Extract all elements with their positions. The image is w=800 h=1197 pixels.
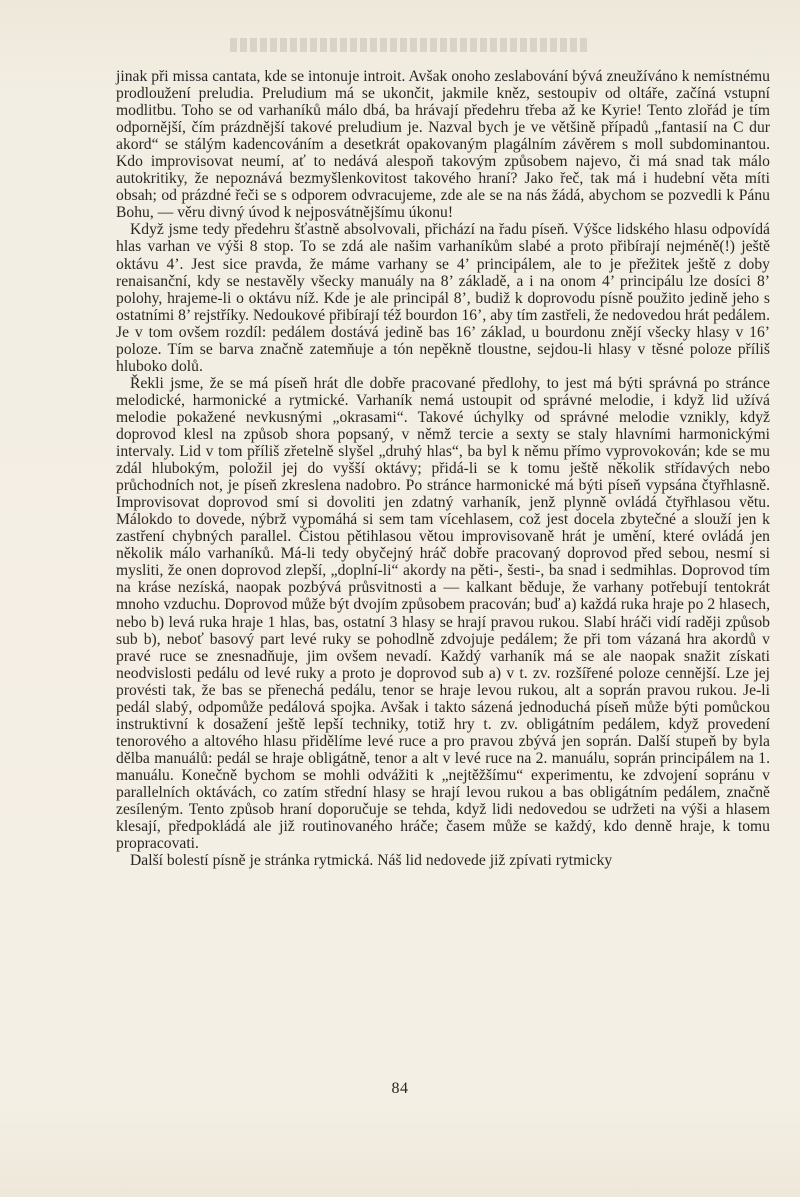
paragraph-3: Řekli jsme, že se má píseň hrát dle dobře pracované předlohy, to jest má býti správná po stránce melodické, harmonické a rytmické. Varhaník nemá ustoupit od správné melodie, i když lid užívá melodie pokažené nevkusnými „okrasami“. Takové úchylky od správné melodie vznikly, když doprovod klesl na způsob shora popsaný, v němž tercie a sexty se staly hlavními harmonickými intervaly. Lid v tom příliš zřetelně slyšel „druhý hlas“, ba byl k němu přímo vyprovokován; kde se mu zdál hlubokým, položil jej do vyšší oktávy; přidá-li se k tomu ještě několik střídavých nebo průchodních not, je píseň zkreslena nadobro. Po stránce harmonické má býti píseň vypsána čtyřhlasně. Improvisovat doprovod smí si dovoliti jen zdatný varhaník, jenž plynně ovládá čtyřhlasou větu. Málokdo to dovede, nýbrž vypomáhá si sem tam vícehlasem, což jest docela zbytečné a slouží jen k zastření chybných parallel. Čistou pětihlasou větou improvisovaně hrát je umění, které ovládá jen několik málo varhaníků. Má-li tedy obyčejný hráč dobře pracovaný doprovod před sebou, nesmí si mysliti, že onen doprovod zlepší, „doplní-li“ akordy na pěti-, šesti-, ba snad i sedmihlas. Doprovod tím na kráse nezíská, naopak pozbývá průsvitnosti a — kalkant běduje, že varhany potřebují tentokrát mnoho vzduchu. Doprovod může být dvojím způsobem pracován; buď a) každá ruka hraje po 2 hlasech, nebo b) levá ruka hraje 1 hlas, bas, ostatní 3 hlasy se hrají pravou rukou. Slabí hráči vidí raději způsob sub b), neboť basový part levé ruky se pohodlně zdvojuje pedálem; že při tom vázaná hra akordů v pravé ruce se znesnadňuje, jim ovšem nevadí. Každý varhaník má se ale naopak snažit získati neodvislosti pedálu od levé ruky a proto je doprovod sub a) v t. zv. rozšířené poloze cennější. Lze jej provésti tak, že bas se přenechá pedálu, tenor se hraje levou rukou, alt a soprán pravou rukou. Je-li pedál slabý, odpomůže pedálová spojka. Avšak i takto sázená jednoduchá píseň může býti pomůckou instruktivní k dosažení ještě lepší techniky, totiž hry t. zv. obligátním pedálem, když provedení tenorového a altového hlasu přidělíme levé ruce a pro pravou zbývá jen soprán. Další stupeň by byla dělba manuálů: pedál se hraje obligátně, tenor a alt v levé ruce na 2. manuálu, soprán principálem na 1. manuálu. Konečně bychom se mohli odvážiti k „nejtěžšímu“ experimentu, ke zdvojení sopránu v parallelních oktávách, co zatím střední hlasy se hrají levou rukou a bas obligátním pedálem, značně zesíleným. Tento způsob hraní doporučuje se tehda, když lidi nedovedou se udržeti na výši a hlasem klesají, předpokládá ale již routinovaného hráče; časem může se každý, kdo denně hraje, k tomu propracovati. [116,374,770,853]
body-text [116,68,770,869]
page-number: 84 [391,1080,409,1097]
show-through-text [230,38,590,52]
paragraph-4: Další bolestí písně je stránka rytmická. Náš lid nedovede již zpívati rytmicky [130,852,613,870]
paragraph-2: Když jsme tedy předehru šťastně absolvovali, přichází na řadu píseň. Výšce lidského hlasu odpovídá hlas varhan ve výši 8 stop. To se zdá ale našim varhaníkům slabé a proto přibírají nejméně(!) ještě oktávu 4’. Jest sice pravda, že máme varhany se 4’ principálem, ale to je přežitek ještě z doby renaisanční, kdy se nestavěly všecky manuály na 8’ základě, a i na onom 4’ principálu lze dosíci 8’ polohy, hrajeme-li o oktávu níž. Kde je ale principál 8’, budiž k doprovodu písně použito jedině jeho s ostatními 8’ rejstříky. Nedoukové přibírají též bourdon 16’, aby tím zastřeli, že nedovedou hrát pedálem. Je v tom ovšem rozdíl: pedálem dostává jedině bas 16’ základ, u bourdonu znějí všecky hlasy v 16’ poloze. Tím se barva značně zatemňuje a tón nepěkně tloustne, sejdou-li hlasy v těsné poloze příliš hluboko dolů. [116,221,770,375]
paragraph-1: jinak při missa cantata, kde se intonuje introit. Avšak onoho zeslabování bývá zneužíváno k nemístnému prodloužení preludia. Preludium má se ukončit, jakmile kněz, sestoupiv od oltáře, začíná vstupní modlitbu. Toho se od varhaníků málo dbá, ba hrávají předehru třeba až ke Kyrie! Tento zlořád je tím odpornější, čím prázdnější takové preludium je. Nazval bych je ve většině případů „fantasií na C dur akord“ se stálým kadencováním a desetkrát opakovaným plagálním závěrem s moll subdominantou. Kdo improvisovat neumí, ať to nedává alespoň takovým způsobem najevo, či má snad tak málo autokritiky, že nepoznává bezmyšlenkovitost takového hraní? Jako řeč, tak má i hudební věta míti obsah; od prázdné řeči se s odporem odvracujeme, zde ale se na nás žádá, abychom se pozvedli k Pánu Bohu, — věru divný úvod k nejposvátnějšímu úkonu! [116,68,770,222]
